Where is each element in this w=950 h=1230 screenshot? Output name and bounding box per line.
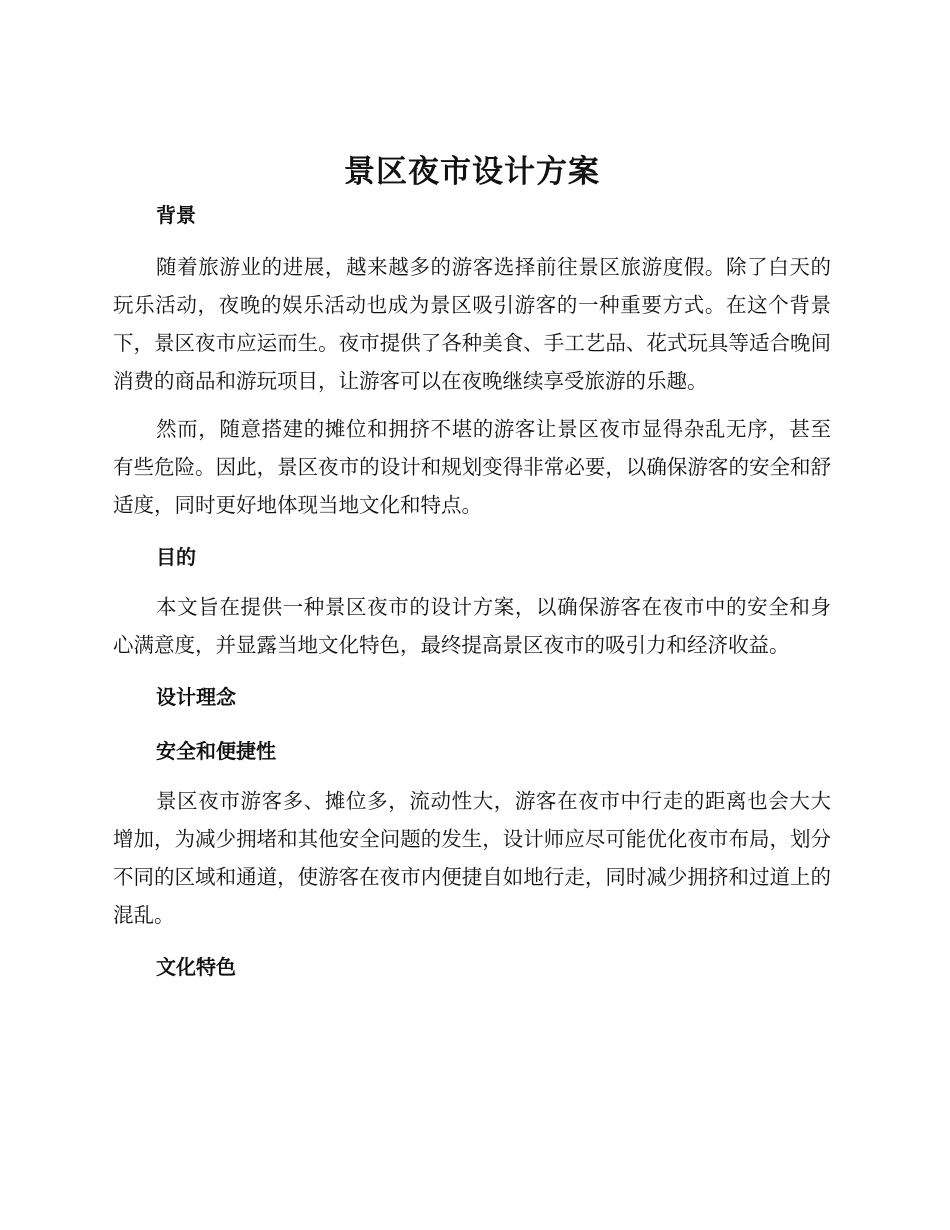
section-heading-background: 背景 — [156, 203, 196, 227]
paragraph-background-1: 随着旅游业的进展，越来越多的游客选择前往景区旅游度假。除了白天的玩乐活动，夜晚的娱乐活动也成为景区吸引游客的一种重要方式。在这个背景下，景区夜市应运而生。夜市提供了各种美食、手工艺品、花式玩具等适合晚间消费的商品和游玩项目，让游客可以在夜晚继续享受旅游的乐趣。 — [113, 255, 831, 393]
section-heading-design-concept: 设计理念 — [156, 685, 236, 709]
paragraph-goal: 本文旨在提供一种景区夜市的设计方案，以确保游客在夜市中的安全和身心满意度，并显露当地文化特色，最终提高景区夜市的吸引力和经济收益。 — [113, 595, 831, 657]
paragraph-background-2: 然而，随意搭建的摊位和拥挤不堪的游客让景区夜市显得杂乱无序，甚至有些危险。因此，景区夜市的设计和规划变得非常必要，以确保游客的安全和舒适度，同时更好地体现当地文化和特点。 — [113, 417, 831, 517]
document-page — [113, 150, 831, 982]
section-heading-goal: 目的 — [156, 545, 196, 569]
document-title: 景区夜市设计方案 — [344, 154, 600, 190]
section-heading-culture: 文化特色 — [156, 955, 236, 979]
section-heading-safety: 安全和便捷性 — [156, 739, 276, 763]
paragraph-safety: 景区夜市游客多、摊位多，流动性大，游客在夜市中行走的距离也会大大增加，为减少拥堵和其他安全问题的发生，设计师应尽可能优化夜市布局，划分不同的区域和通道，使游客在夜市内便捷自如地行走，同时减少拥挤和过道上的混乱。 — [113, 789, 831, 927]
